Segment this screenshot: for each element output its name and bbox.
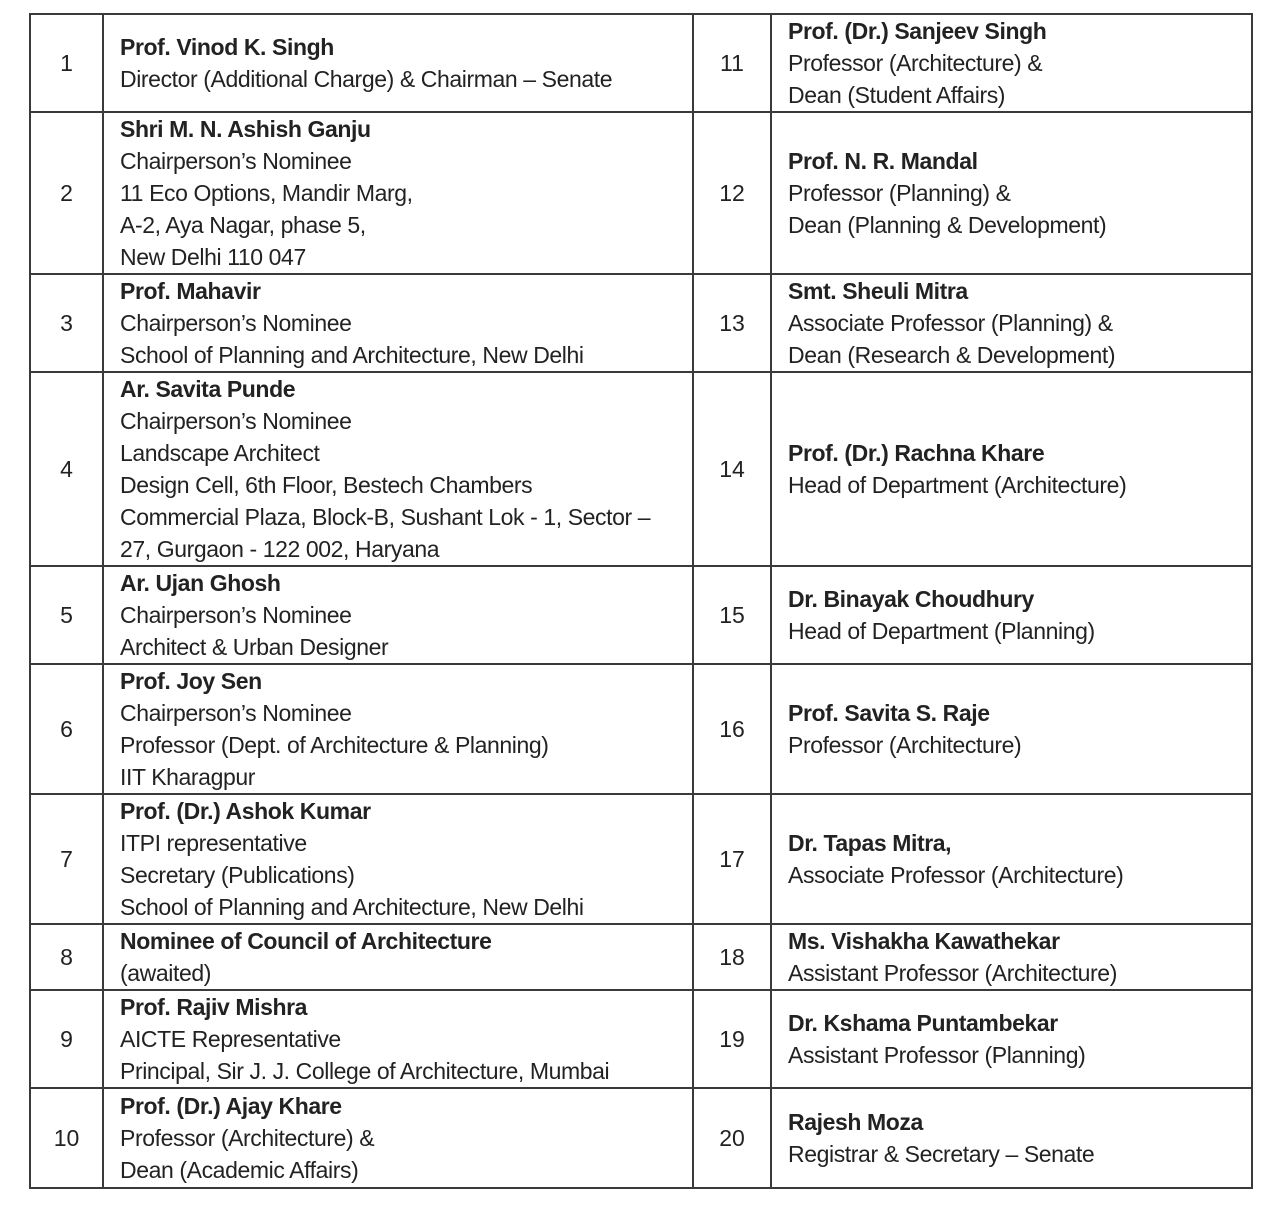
member-designation-line: Associate Professor (Planning) & xyxy=(788,310,1113,336)
member-name: Dr. Binayak Choudhury xyxy=(788,586,1034,612)
member-details xyxy=(771,1088,1252,1188)
member-name: Dr. Tapas Mitra, xyxy=(788,830,952,856)
table-row xyxy=(30,664,1252,794)
member-name: Shri M. N. Ashish Ganju xyxy=(120,116,371,142)
senate-members-table xyxy=(29,13,1253,1189)
table-row xyxy=(30,924,1252,990)
member-designation-line: (awaited) xyxy=(120,960,211,986)
member-details xyxy=(103,1088,693,1188)
member-designation-line: Director (Additional Charge) & Chairman – Senate xyxy=(120,66,613,92)
member-designation-line: Design Cell, 6th Floor, Bestech Chambers xyxy=(120,472,533,498)
member-number: 12 xyxy=(693,112,771,274)
member-designation-line: Dean (Student Affairs) xyxy=(788,82,1006,108)
member-name: Dr. Kshama Puntambekar xyxy=(788,1010,1058,1036)
member-name: Smt. Sheuli Mitra xyxy=(788,278,968,304)
member-name: Prof. Rajiv Mishra xyxy=(120,994,308,1020)
member-designation-line: Professor (Dept. of Architecture & Planning) xyxy=(120,732,549,758)
member-details xyxy=(103,664,693,794)
member-number: 17 xyxy=(693,794,771,924)
member-designation-line: Assistant Professor (Architecture) xyxy=(788,960,1117,986)
member-designation-line: Head of Department (Planning) xyxy=(788,618,1095,644)
member-details xyxy=(103,372,693,566)
member-designation-line: Chairperson’s Nominee xyxy=(120,602,352,628)
member-designation-line: Assistant Professor (Planning) xyxy=(788,1042,1086,1068)
member-number: 9 xyxy=(30,990,103,1088)
member-number: 4 xyxy=(30,372,103,566)
member-details xyxy=(103,14,693,112)
member-designation-line: Professor (Architecture) & xyxy=(120,1125,375,1151)
table-row xyxy=(30,794,1252,924)
member-designation-line: Chairperson’s Nominee xyxy=(120,310,352,336)
table-row xyxy=(30,990,1252,1088)
member-details xyxy=(103,924,693,990)
member-number: 14 xyxy=(693,372,771,566)
member-name: Ar. Savita Punde xyxy=(120,376,296,402)
member-designation-line: School of Planning and Architecture, New Delhi xyxy=(120,894,584,920)
member-designation-line: Landscape Architect xyxy=(120,440,320,466)
member-designation-line: Chairperson’s Nominee xyxy=(120,148,352,174)
member-name: Prof. Vinod K. Singh xyxy=(120,34,334,60)
member-designation-line: Chairperson’s Nominee xyxy=(120,408,352,434)
member-designation-line: Commercial Plaza, Block-B, Sushant Lok - 1, Sector – xyxy=(120,504,651,530)
member-number: 20 xyxy=(693,1088,771,1188)
table-row xyxy=(30,566,1252,664)
member-details xyxy=(771,112,1252,274)
member-number: 10 xyxy=(30,1088,103,1188)
member-details xyxy=(103,274,693,372)
member-number: 3 xyxy=(30,274,103,372)
table-row xyxy=(30,274,1252,372)
member-details xyxy=(771,14,1252,112)
member-name: Rajesh Moza xyxy=(788,1109,923,1135)
member-designation-line: Professor (Planning) & xyxy=(788,180,1011,206)
member-designation-line: Chairperson’s Nominee xyxy=(120,700,352,726)
member-number: 16 xyxy=(693,664,771,794)
member-number: 7 xyxy=(30,794,103,924)
member-designation-line: School of Planning and Architecture, New Delhi xyxy=(120,342,584,368)
member-designation-line: Professor (Architecture) & xyxy=(788,50,1043,76)
member-details xyxy=(771,794,1252,924)
member-details xyxy=(771,924,1252,990)
member-name: Ms. Vishakha Kawathekar xyxy=(788,928,1060,954)
member-name: Prof. Joy Sen xyxy=(120,668,262,694)
member-number: 6 xyxy=(30,664,103,794)
member-name: Prof. Savita S. Raje xyxy=(788,700,990,726)
member-details xyxy=(103,112,693,274)
member-designation-line: Registrar & Secretary – Senate xyxy=(788,1141,1095,1167)
member-name: Prof. (Dr.) Ajay Khare xyxy=(120,1093,342,1119)
member-designation-line: Architect & Urban Designer xyxy=(120,634,389,660)
member-designation-line: New Delhi 110 047 xyxy=(120,244,306,270)
member-number: 11 xyxy=(693,14,771,112)
member-details xyxy=(771,566,1252,664)
member-designation-line: AICTE Representative xyxy=(120,1026,341,1052)
member-details xyxy=(771,372,1252,566)
member-number: 19 xyxy=(693,990,771,1088)
member-designation-line: 27, Gurgaon - 122 002, Haryana xyxy=(120,536,440,562)
table-row xyxy=(30,14,1252,112)
member-number: 5 xyxy=(30,566,103,664)
member-designation-line: 11 Eco Options, Mandir Marg, xyxy=(120,180,413,206)
member-name: Prof. (Dr.) Sanjeev Singh xyxy=(788,18,1047,44)
member-details xyxy=(103,794,693,924)
member-designation-line: Dean (Planning & Development) xyxy=(788,212,1107,238)
member-name: Prof. (Dr.) Rachna Khare xyxy=(788,440,1045,466)
member-name: Prof. (Dr.) Ashok Kumar xyxy=(120,798,371,824)
member-name: Nominee of Council of Architecture xyxy=(120,928,492,954)
member-details xyxy=(103,566,693,664)
member-designation-line: Secretary (Publications) xyxy=(120,862,355,888)
member-designation-line: Dean (Academic Affairs) xyxy=(120,1157,359,1183)
member-designation-line: Dean (Research & Development) xyxy=(788,342,1116,368)
member-designation-line: Professor (Architecture) xyxy=(788,732,1022,758)
member-number: 8 xyxy=(30,924,103,990)
table-body xyxy=(30,14,1252,1188)
table-row xyxy=(30,1088,1252,1188)
member-name: Ar. Ujan Ghosh xyxy=(120,570,281,596)
member-number: 1 xyxy=(30,14,103,112)
member-designation-line: Associate Professor (Architecture) xyxy=(788,862,1124,888)
member-number: 13 xyxy=(693,274,771,372)
member-details xyxy=(771,274,1252,372)
member-number: 2 xyxy=(30,112,103,274)
member-number: 18 xyxy=(693,924,771,990)
member-details xyxy=(771,664,1252,794)
member-name: Prof. Mahavir xyxy=(120,278,261,304)
member-details xyxy=(103,990,693,1088)
member-details xyxy=(771,990,1252,1088)
table-row xyxy=(30,372,1252,566)
member-designation-line: Head of Department (Architecture) xyxy=(788,472,1127,498)
table-row xyxy=(30,112,1252,274)
member-number: 15 xyxy=(693,566,771,664)
member-designation-line: A-2, Aya Nagar, phase 5, xyxy=(120,212,366,238)
member-name: Prof. N. R. Mandal xyxy=(788,148,978,174)
member-designation-line: ITPI representative xyxy=(120,830,307,856)
member-designation-line: IIT Kharagpur xyxy=(120,764,256,790)
member-designation-line: Principal, Sir J. J. College of Architecture, Mumbai xyxy=(120,1058,610,1084)
